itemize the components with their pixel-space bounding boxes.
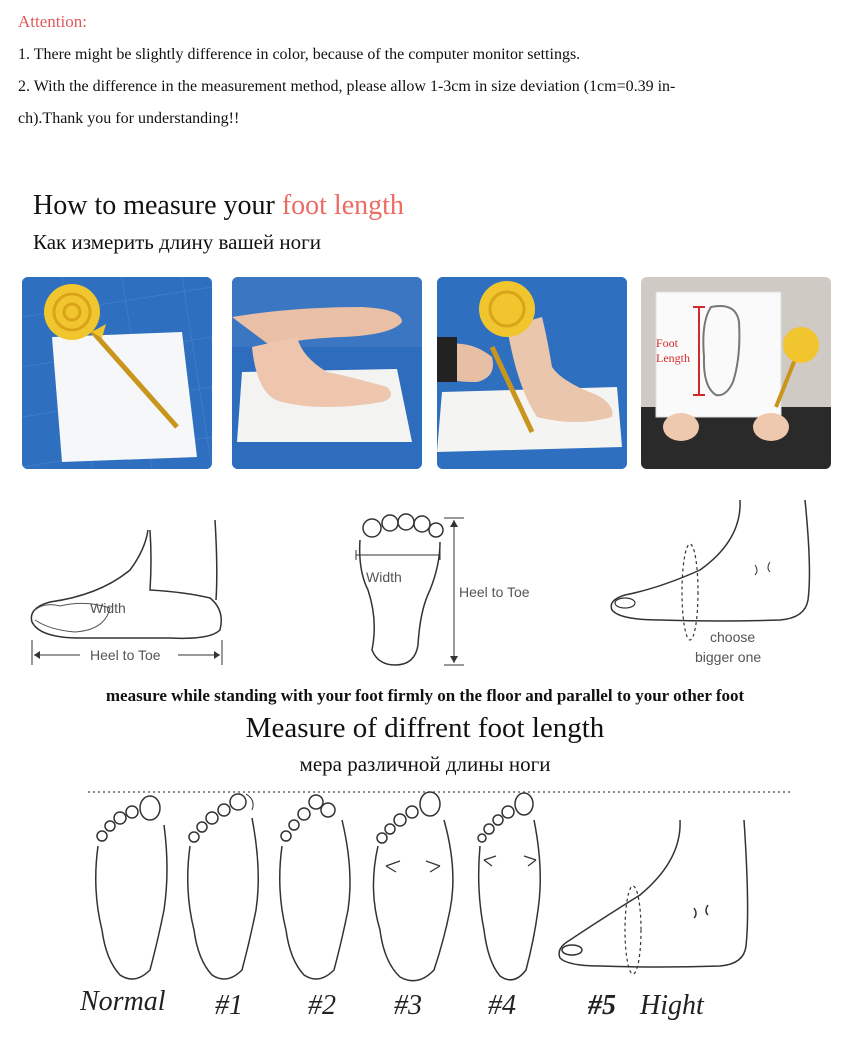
attention-line-3: ch).Thank you for understanding!! bbox=[18, 110, 240, 127]
choose-label: choose bbox=[710, 629, 756, 645]
photo-holding-traced-paper bbox=[641, 277, 831, 469]
foot-type-4 bbox=[478, 793, 540, 980]
foot-type-2 bbox=[280, 795, 350, 979]
photo-foot-on-paper bbox=[232, 277, 422, 469]
sole-width-label: Width bbox=[366, 569, 402, 585]
photo-length-label: Length bbox=[656, 351, 690, 365]
foot-type-1 bbox=[188, 794, 259, 979]
side-heel-to-toe-label: Heel to Toe bbox=[90, 647, 161, 663]
foot-label-4: #4 bbox=[488, 990, 516, 1021]
foot-label-3: #3 bbox=[394, 990, 422, 1021]
foot-label-5: #5 bbox=[588, 990, 616, 1021]
photo-paper-and-pen bbox=[22, 277, 212, 469]
foot-types-diagram bbox=[80, 780, 820, 1050]
diagram-instep bbox=[600, 480, 820, 680]
photo-foot-label: Foot bbox=[656, 336, 679, 350]
side-width-label: Width bbox=[90, 600, 126, 616]
measure-heading-prefix: How to measure your bbox=[33, 190, 282, 221]
foot-label-1: #1 bbox=[215, 990, 243, 1021]
types-heading: Measure of diffrent foot length bbox=[245, 712, 605, 744]
foot-label-hight: Hight bbox=[640, 990, 704, 1021]
attention-line-1: 1. There might be slightly difference in color, because of the computer monitor settings. bbox=[18, 46, 581, 63]
foot-label-2: #2 bbox=[308, 990, 336, 1021]
foot-label-normal: Normal bbox=[80, 986, 166, 1017]
instruction-text: measure while standing with your foot firmly on the floor and parallel to your other foot bbox=[105, 686, 745, 705]
measure-heading-ru: Как измерить длину вашей ноги bbox=[33, 230, 322, 254]
foot-type-3 bbox=[373, 792, 452, 981]
bigger-one-label: bigger one bbox=[695, 649, 762, 665]
measure-heading-highlight: foot length bbox=[281, 190, 404, 221]
diagram-sole bbox=[340, 480, 560, 680]
attention-line-2: 2. With the difference in the measurement method, please allow 1-3cm in size deviation (1cm=0.39 in- bbox=[18, 78, 676, 95]
photo-tracing-foot bbox=[437, 277, 627, 469]
types-heading-ru: мера различной длины ноги bbox=[299, 752, 551, 776]
foot-normal bbox=[96, 796, 167, 979]
sole-heel-to-toe-label: Heel to Toe bbox=[459, 584, 530, 600]
measure-heading bbox=[33, 190, 404, 222]
diagram-side-foot bbox=[20, 480, 240, 680]
foot-type-5 bbox=[559, 820, 747, 974]
attention-title: Attention: bbox=[18, 12, 87, 31]
